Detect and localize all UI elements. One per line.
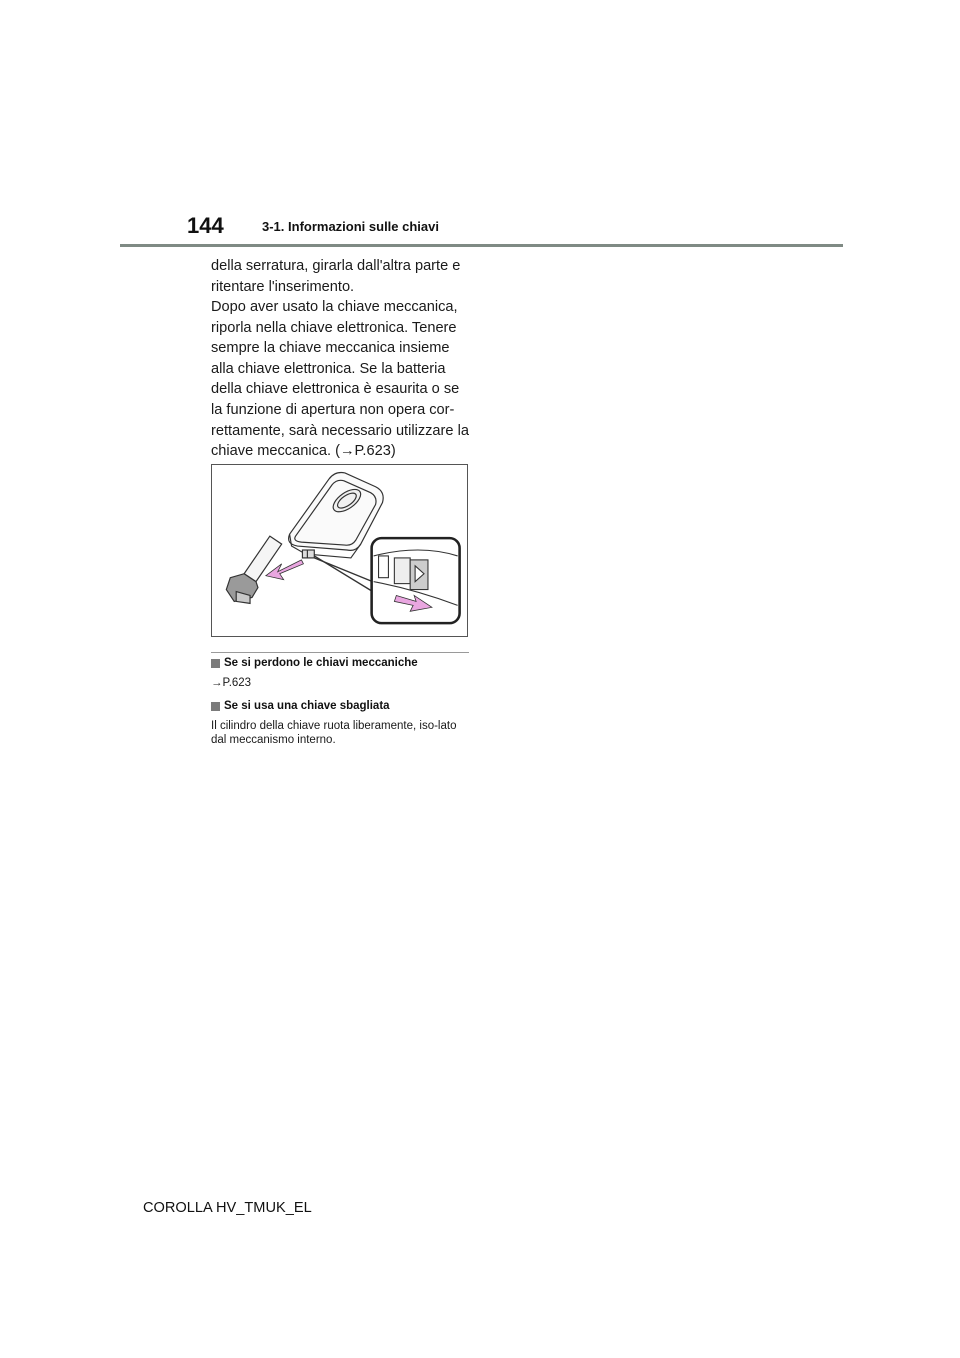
body-paragraph-2: Dopo aver usato la chiave meccanica, riporla nella chiave elettronica. Tenere sempre la chiave meccanica insieme alla chiave elettronica. Se la batteria della chiave elettronica è esaurita o se la funzione di apertura non opera cor-rettamente, sarà necessario utilizzare la chiave meccanica. (→P.623) xyxy=(211,299,469,460)
note-heading-wrong-key xyxy=(211,700,390,712)
square-bullet-icon xyxy=(211,702,220,711)
electronic-key-icon xyxy=(212,465,467,636)
separator-rule xyxy=(211,652,469,653)
key-illustration xyxy=(211,464,468,637)
note-heading-text: Se si perdono le chiavi meccaniche xyxy=(224,657,418,669)
section-title: 3-1. Informazioni sulle chiavi xyxy=(262,219,439,234)
note-heading-lost-keys xyxy=(211,657,418,669)
note-heading-text: Se si usa una chiave sbagliata xyxy=(224,700,390,712)
note-reference-link[interactable]: →P.623 xyxy=(211,677,252,689)
note-text: Il cilindro della chiave ruota liberamente, iso-lato dal meccanismo interno. xyxy=(211,720,457,746)
page-number: 144 xyxy=(187,213,224,238)
square-bullet-icon xyxy=(211,659,220,668)
footer-model-code: COROLLA HV_TMUK_EL xyxy=(143,1200,312,1216)
header-rule xyxy=(120,244,843,247)
body-paragraph-1: della serratura, girarla dall'altra parte e ritentare l'inserimento. xyxy=(211,258,461,295)
removal-arrow-left xyxy=(266,560,304,580)
